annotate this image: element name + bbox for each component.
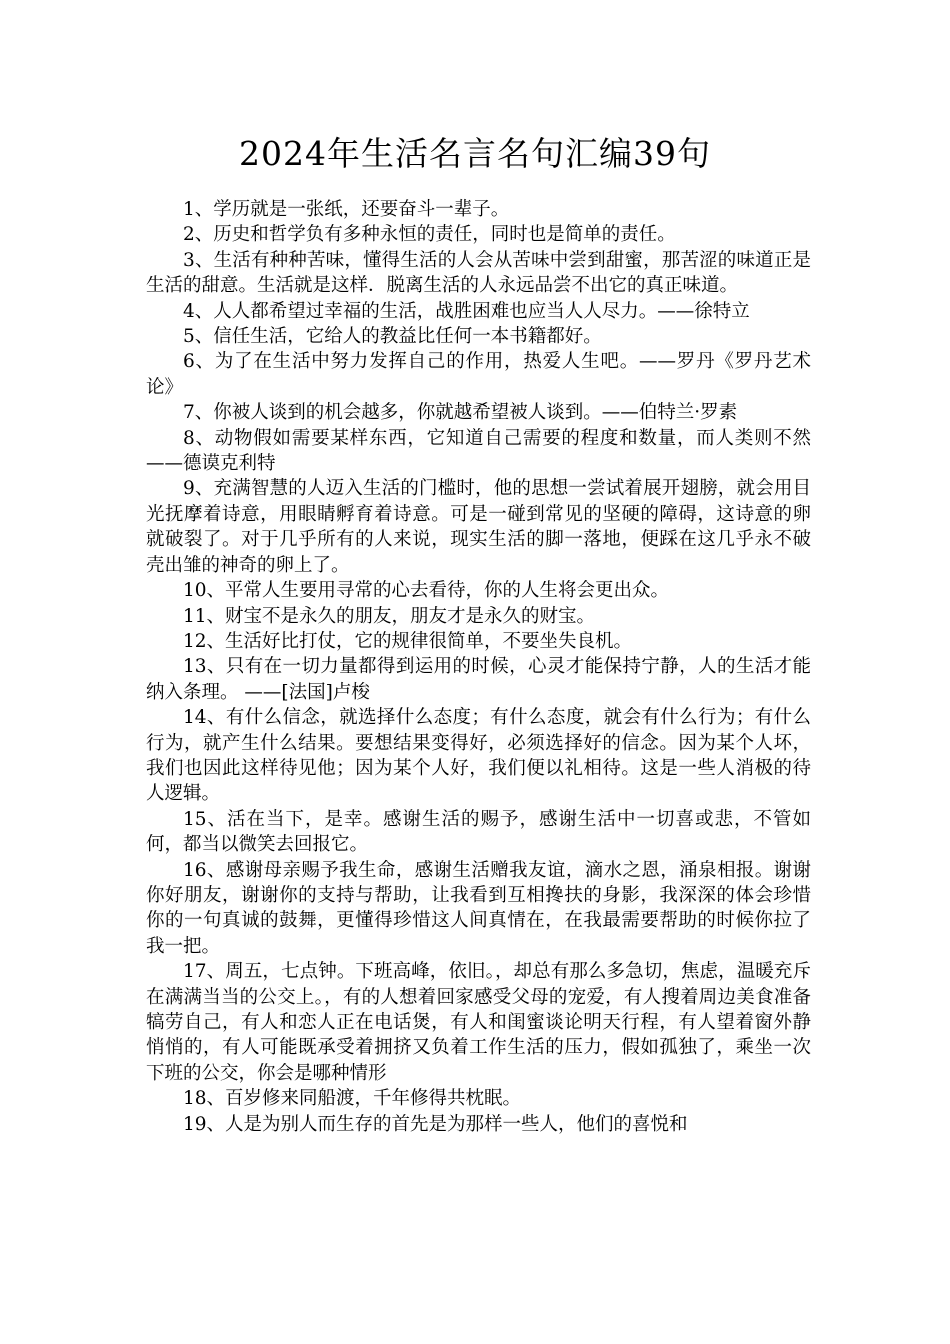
quote-paragraph-11: 11、财宝不是永久的朋友，朋友才是永久的财宝。: [183, 605, 596, 627]
quote-paragraph-7: 7、你被人谈到的机会越多，你就越希望被人谈到。——伯特兰·罗素: [183, 402, 738, 424]
quote-paragraph-18: 18、百岁修来同船渡，千年修得共枕眠。: [183, 1088, 522, 1110]
quote-paragraph-12: 12、生活好比打仗，它的规律很简单，不要坐失良机。: [183, 630, 633, 652]
quote-paragraph-4: 4、人人都希望过幸福的生活，战胜困难也应当人人尽力。——徐特立: [183, 300, 750, 322]
quote-paragraph-5: 5、信任生活，它给人的教益比任何一本书籍都好。: [183, 326, 602, 348]
quote-paragraph-17: 17、周五，七点钟。下班高峰，依旧。，却总有那么多急切，焦虑，温暖充斥在满满当当的公交上。，有的人想着回家感受父母的宠爱，有人搜着周边美食准备犒劳自己，有人和恋人正在电话煲，有人和闺蜜谈论明天行程，有人望着窗外静悄悄的，有人可能既承受着拥挤又负着工作生活的压力，假如孤独了，乘坐一次下班的公交，你会是哪种情形: [146, 961, 811, 1084]
quote-paragraph-6: 6、为了在生活中努力发挥自己的作用，热爱人生吧。——罗丹《罗丹艺术论》: [146, 351, 811, 398]
quote-paragraph-16: 16、感谢母亲赐予我生命，感谢生活赠我友谊，滴水之恩，涌泉相报。谢谢你好朋友，谢谢你的支持与帮助，让我看到互相搀扶的身影，我深深的体会珍惜你的一句真诚的鼓舞，更懂得珍惜这人间真情在，在我最需要帮助的时候你拉了我一把。: [146, 859, 811, 957]
quote-paragraph-8: 8、动物假如需要某样东西，它知道自己需要的程度和数量，而人类则不然——德谟克利特: [146, 427, 811, 475]
quote-paragraph-14: 14、有什么信念，就选择什么态度；有什么态度，就会有什么行为；有什么行为，就产生什么结果。要想结果变得好，必须选择好的信念。因为某个人坏，我们也因此这样待见他；因为某个人好，我们便以礼相待。这是一些人消极的待人逻辑。: [146, 707, 811, 805]
quote-paragraph-1: 1、学历就是一张纸，还要奋斗一辈子。: [183, 199, 510, 220]
quote-paragraph-19: 19、人是为别人而生存的首先是为那样一些人，他们的喜悦和: [183, 1113, 688, 1135]
quote-paragraph-10: 10、平常人生要用寻常的心去看待，你的人生将会更出众。: [183, 580, 670, 602]
document-title: 2024年生活名言名句汇编39句: [239, 134, 711, 173]
quote-paragraph-13: 13、只有在一切力量都得到运用的时候，心灵才能保持宁静，人的生活才能纳入条理。 ——[法国]卢梭: [146, 656, 811, 703]
quote-paragraph-15: 15、活在当下，是幸。感谢生活的赐予，感谢生活中一切喜或悲，不管如何，都当以微笑去回报它。: [146, 808, 811, 856]
quote-paragraph-2: 2、历史和哲学负有多种永恒的责任，同时也是简单的责任。: [183, 224, 676, 246]
document-body: [146, 197, 811, 1137]
quote-paragraph-3: 3、生活有种种苦味，懂得生活的人会从苦味中尝到甜蜜，那苦涩的味道正是生活的甜意。生活就是这样．脱离生活的人永远品尝不出它的真正味道。: [146, 249, 811, 297]
quote-paragraph-9: 9、充满智慧的人迈入生活的门槛时，他的思想一尝试着展开翅膀，就会用目光抚摩着诗意，用眼睛孵育着诗意。可是一碰到常见的坚硬的障碍，这诗意的卵就破裂了。对于几乎所有的人来说，现实生活的脚一落地，便踩在这几乎永不破壳出雏的神奇的卵上了。: [146, 478, 811, 576]
